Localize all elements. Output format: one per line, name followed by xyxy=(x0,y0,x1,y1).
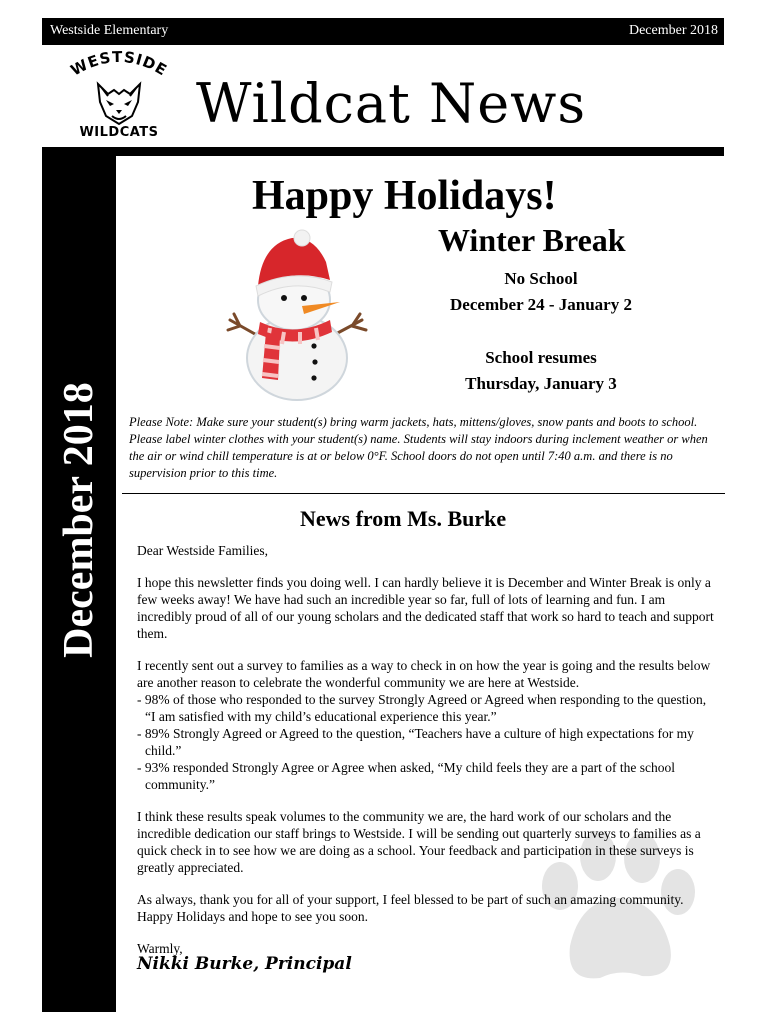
list-item: - 93% responded Strongly Agree or Agree when asked, “My child feels they are a part of the school community.” xyxy=(137,760,675,792)
school-name: Westside Elementary xyxy=(50,23,169,38)
headline: Happy Holidays! xyxy=(252,173,557,219)
wildcat-icon xyxy=(92,78,146,126)
letter-paragraph: As always, thank you for all of your support, I feel blessed to be part of such an amazing community. Happy Holidays and hope to see you soon. xyxy=(137,892,684,924)
letter-paragraph: I hope this newsletter finds you doing well. I can hardly believe it is December and Winter Break is only a few weeks away! We have had such an incredible year so far, full of lots of learning and fun. I am incredibly proud of all of our young scholars and the dedicated staff that work so hard to teach and support them. xyxy=(137,575,714,641)
news-title: News from Ms. Burke xyxy=(300,506,507,531)
logo-top-text: WESTSIDE xyxy=(67,50,171,80)
letter-paragraph: I think these results speak volumes to the community we are, the hard work of our scholars and the incredible dedication our staff brings to Westside. I will be sending out quarterly surveys to families as a quick check in to see how we are doing as a school. Your feedback and participation in these surveys is greatly appreciated. xyxy=(137,809,701,875)
school-resumes xyxy=(426,345,656,397)
list-item: - 89% Strongly Agreed or Agreed to the question, “Teachers have a culture of high expectations for my child.” xyxy=(137,726,694,758)
svg-text:WESTSIDE xyxy=(68,50,171,80)
logo-bottom-text: WILDCATS xyxy=(79,125,159,140)
winter-break-title: Winter Break xyxy=(438,222,626,258)
signature: Nikki Burke, Principal xyxy=(137,954,352,974)
header-date: December 2018 xyxy=(628,23,718,38)
no-school-dates xyxy=(426,266,656,318)
letter-paragraph: I recently sent out a survey to families as a way to check in on how the year is going and the results below are another reason to celebrate the wonderful community we are here at Westside. xyxy=(137,658,711,690)
list-item: - 98% of those who responded to the survey Strongly Agreed or Agreed when responding to the question, “I am satisfied with my child’s educational experience this year.” xyxy=(137,692,707,724)
resumes-line: School resumes xyxy=(485,348,597,367)
please-note: Please Note: Make sure your student(s) bring warm jackets, hats, mittens/gloves, snow pants and boots to school. Please label winter clothes with your student(s) name. Students will stay indoors during inclement weather or when the air or wind chill temperature is at or below 0°F. School doors do not open until 7:40 a.m. and there is no supervision prior to this time. xyxy=(129,415,708,480)
top-banner xyxy=(42,18,724,45)
side-date-title: December 2018 xyxy=(56,382,102,658)
letter-greeting: Dear Westside Families, xyxy=(137,543,269,558)
survey-results-list xyxy=(137,691,719,793)
letter-closing: Warmly, xyxy=(137,941,183,956)
snowman-illustration xyxy=(222,228,372,408)
letter-body xyxy=(137,542,719,972)
break-dates-line: December 24 - January 2 xyxy=(450,295,632,314)
westside-wildcats-logo xyxy=(64,50,174,145)
masthead-title: Wildcat News xyxy=(196,72,587,135)
logo-arc-text xyxy=(64,50,174,80)
resume-date-line: Thursday, January 3 xyxy=(465,374,617,393)
section-divider xyxy=(122,493,725,494)
no-school-line: No School xyxy=(504,269,578,288)
masthead-rule xyxy=(42,147,724,156)
